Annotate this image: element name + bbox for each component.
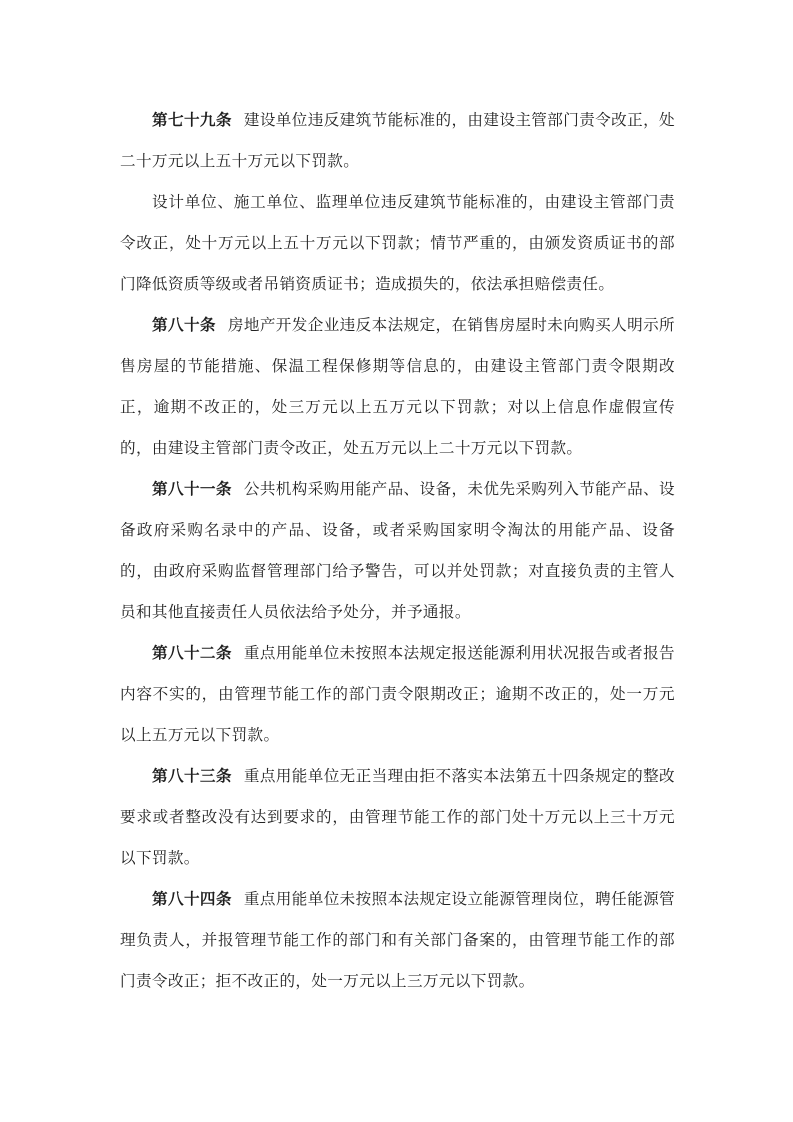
- document-body: [120, 100, 675, 1002]
- article-text: 建设单位违反建筑节能标准的，由建设主管部门责令改正，处二十万元以上五十万元以下罚款。: [120, 111, 675, 170]
- article-83-paragraph: [120, 756, 675, 879]
- article-number: 第八十三条: [152, 767, 232, 785]
- article-text: 重点用能单位未按照本法规定设立能源管理岗位，聘任能源管理负责人，并报管理节能工作的部门和有关部门备案的，由管理节能工作的部门责令改正；拒不改正的，处一万元以上三万元以下罚款。: [120, 890, 675, 990]
- article-79-paragraph-2: [120, 182, 675, 305]
- article-text: 房地产开发企业违反本法规定，在销售房屋时未向购买人明示所售房屋的节能措施、保温工程保修期等信息的，由建设主管部门责令限期改正，逾期不改正的，处三万元以上五万元以下罚款；对以上信息作虚假宣传的，由建设主管部门责令改正，处五万元以上二十万元以下罚款。: [120, 316, 675, 457]
- article-number: 第八十二条: [152, 644, 232, 662]
- article-text: 重点用能单位无正当理由拒不落实本法第五十四条规定的整改要求或者整改没有达到要求的，由管理节能工作的部门处十万元以上三十万元以下罚款。: [120, 767, 675, 867]
- article-number: 第八十条: [152, 316, 216, 334]
- article-80-paragraph: [120, 305, 675, 469]
- article-text: 公共机构采购用能产品、设备，未优先采购列入节能产品、设备政府采购名录中的产品、设备，或者采购国家明令淘汰的用能产品、设备的，由政府采购监督管理部门给予警告，可以并处罚款；对直接负责的主管人员和其他直接责任人员依法给予处分，并予通报。: [120, 480, 675, 621]
- article-number: 第八十四条: [152, 890, 232, 908]
- article-number: 第七十九条: [152, 111, 232, 129]
- article-number: 第八十一条: [152, 480, 232, 498]
- article-84-paragraph: [120, 879, 675, 1002]
- article-81-paragraph: [120, 469, 675, 633]
- article-text: 重点用能单位未按照本法规定报送能源利用状况报告或者报告内容不实的，由管理节能工作的部门责令限期改正；逾期不改正的，处一万元以上五万元以下罚款。: [120, 644, 675, 744]
- article-79-paragraph: [120, 100, 675, 182]
- article-text: 设计单位、施工单位、监理单位违反建筑节能标准的，由建设主管部门责令改正，处十万元以上五十万元以下罚款；情节严重的，由颁发资质证书的部门降低资质等级或者吊销资质证书；造成损失的，依法承担赔偿责任。: [120, 193, 675, 293]
- article-82-paragraph: [120, 633, 675, 756]
